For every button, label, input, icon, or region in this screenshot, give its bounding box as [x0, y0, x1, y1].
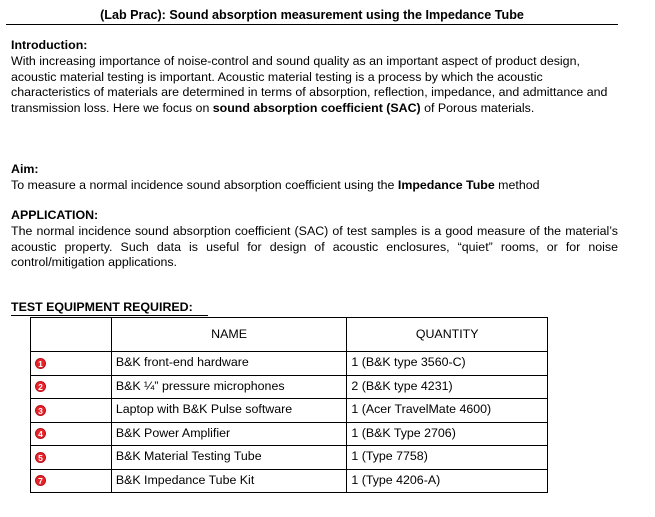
equipment-table [30, 317, 548, 493]
equipment-quantity-cell: 1 (Type 7758) [347, 446, 548, 470]
introduction-text-part-1: With increasing importance of noise-control and sound quality as an important aspect of product design, acoustic material testing is important. Acoustic material testing is a process by which the acoustic characteristics of materials are determined in terms of absorption, reflection, impedance, and admittance and transmission loss. Here we focus on [11, 53, 608, 116]
aim-text-part-1: To measure a normal incidence sound absorption coefficient using the [11, 177, 398, 192]
aim-text-part-2: method [494, 177, 540, 192]
number-badge-icon: 7 [35, 475, 46, 486]
row-number-cell [31, 469, 112, 493]
table-row [31, 375, 548, 399]
equipment-name-cell: B&K ¼” pressure microphones [111, 375, 347, 399]
introduction-section [11, 38, 618, 117]
equipment-quantity-cell: 1 (Type 4206-A) [347, 469, 548, 493]
table-row [31, 469, 548, 493]
number-badge-icon: 5 [35, 452, 46, 463]
table-row [31, 352, 548, 376]
row-number-cell [31, 352, 112, 376]
introduction-text-bold: sound absorption coefficient (SAC) [212, 101, 421, 116]
table-row [31, 399, 548, 423]
equipment-quantity-cell: 1 (B&K type 3560-C) [347, 352, 548, 376]
row-number-cell [31, 422, 112, 446]
number-badge-icon: 2 [35, 381, 46, 392]
equipment-quantity-cell: 1 (Acer TravelMate 4600) [347, 399, 548, 423]
equipment-name-cell: B&K front-end hardware [111, 352, 347, 376]
aim-text-bold: Impedance Tube [397, 177, 495, 192]
introduction-heading: Introduction: [11, 38, 88, 52]
introduction-text-part-2: of Porous materials. [420, 101, 535, 116]
row-number-cell [31, 399, 112, 423]
application-section [11, 208, 618, 271]
column-header-name: NAME [111, 318, 347, 352]
equipment-quantity-cell: 1 (B&K Type 2706) [347, 422, 548, 446]
column-header-quantity: QUANTITY [347, 318, 548, 352]
application-text: The normal incidence sound absorption coefficient (SAC) of test samples is a good measure of the material’s acoustic property. Such data is useful for design of acoustic enclosures, “quiet” rooms, or for noise control/mitigation applications. [11, 223, 618, 270]
document-title: (Lab Prac): Sound absorption measurement using the Impedance Tube [6, 6, 618, 25]
number-badge-icon: 4 [35, 428, 46, 439]
equipment-name-cell: B&K Power Amplifier [111, 422, 347, 446]
number-badge-icon: 3 [35, 405, 46, 416]
table-row [31, 446, 548, 470]
aim-section [11, 162, 618, 194]
table-header-row [31, 318, 548, 352]
column-header-number [31, 318, 112, 352]
equipment-name-cell: B&K Impedance Tube Kit [111, 469, 347, 493]
table-row [31, 422, 548, 446]
application-heading: APPLICATION: [11, 208, 99, 222]
row-number-cell [31, 375, 112, 399]
equipment-name-cell: Laptop with B&K Pulse software [111, 399, 347, 423]
aim-heading: Aim: [11, 162, 39, 176]
row-number-cell [31, 446, 112, 470]
aim-text [11, 178, 618, 194]
equipment-name-cell: B&K Material Testing Tube [111, 446, 347, 470]
introduction-text [11, 54, 618, 117]
number-badge-icon: 1 [35, 358, 46, 369]
equipment-quantity-cell: 2 (B&K type 4231) [347, 375, 548, 399]
equipment-heading: TEST EQUIPMENT REQUIRED: [11, 300, 208, 316]
